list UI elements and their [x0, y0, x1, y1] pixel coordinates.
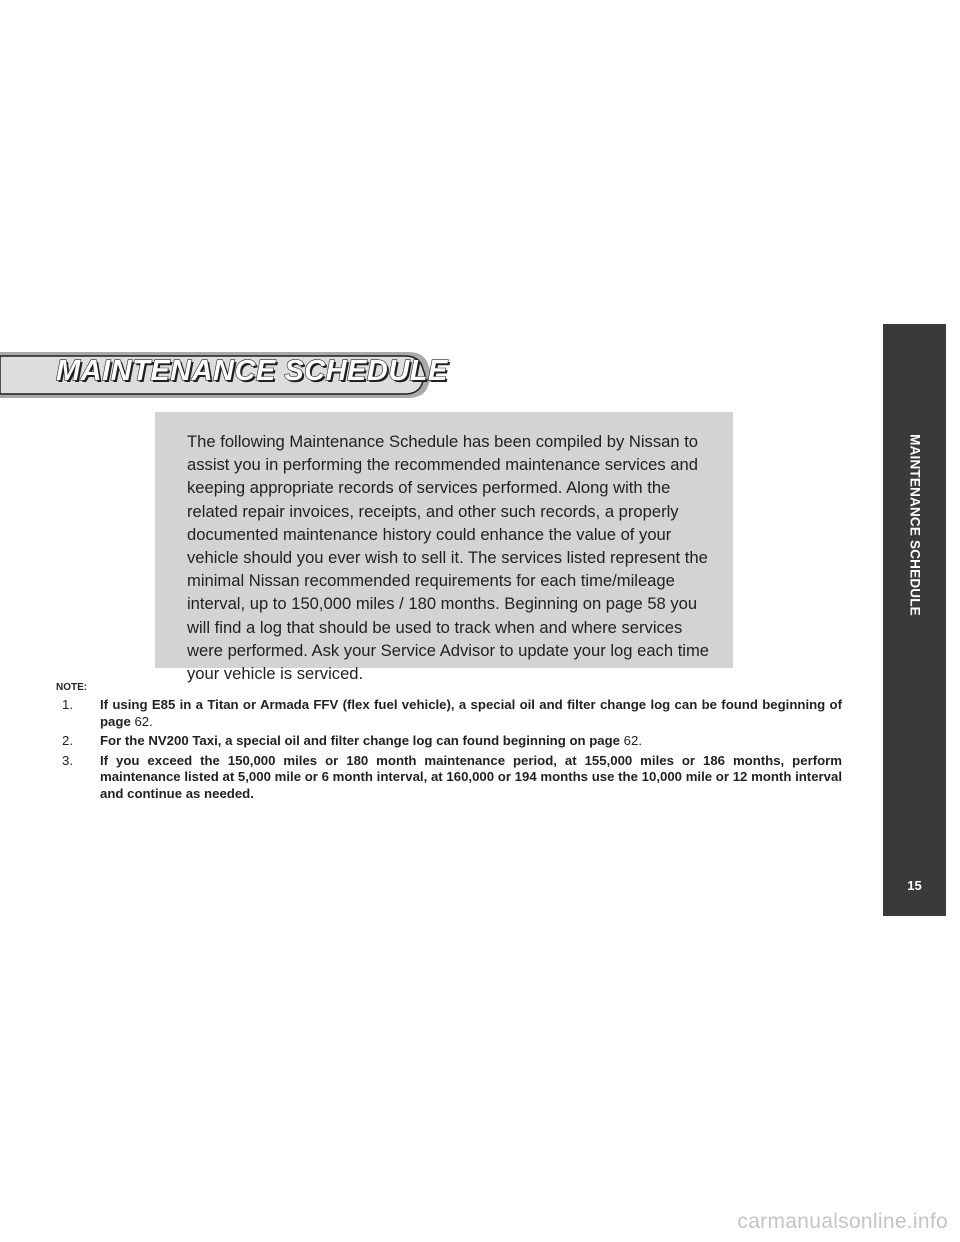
note-page-ref: 62.: [620, 733, 643, 748]
side-section-tab[interactable]: [883, 324, 946, 916]
intro-text: The following Maintenance Schedule has been compiled by Nissan to assist you in performing the recommended maintenance services and keeping appropriate records of services performed. Along with the related repair invoices, receipts, and other such records, a properly documented maintenance history could enhance the value of your vehicle should you ever wish to sell it. The services listed represent the minimal Nissan recommended requirements for each time/mileage interval, up to 150,000 miles / 180 months. Beginning on page 58 you will find a log that should be used to track when and where services were performed. Ask your Service Advisor to update your log each time your vehicle is serviced.: [187, 432, 710, 684]
watermark: carmanualsonline.info: [737, 1210, 948, 1233]
note-list: [56, 697, 842, 805]
note-text: If you exceed the 150,000 miles or 180 month maintenance period, at 155,000 miles or 186 months, perform maintenance listed at 5,000 mile or 6 month interval, at 160,000 or 194 months use the 10,000 mile or 12 month interval and continue as needed.: [100, 752, 842, 801]
note-item-2: [56, 733, 842, 750]
note-number: 3.: [62, 752, 73, 768]
note-text: For the NV200 Taxi, a special oil and filter change log can found beginning on page: [100, 733, 621, 748]
note-number: 1.: [62, 697, 73, 712]
note-item-3: [56, 753, 842, 803]
note-label: NOTE:: [56, 682, 88, 693]
note-page-ref: 62.: [130, 713, 153, 729]
intro-box: [155, 412, 733, 684]
section-title: MAINTENANCE SCHEDULE: [56, 355, 448, 387]
note-number: 2.: [62, 733, 73, 748]
page-number: 15: [907, 878, 922, 893]
note-item-1: [56, 697, 842, 730]
side-tab-title: MAINTENANCE SCHEDULE: [907, 434, 923, 616]
note-text: If using E85 in a Titan or Armada FFV (flex fuel vehicle), a special oil and filter change log can be found beginning of page: [100, 697, 842, 729]
